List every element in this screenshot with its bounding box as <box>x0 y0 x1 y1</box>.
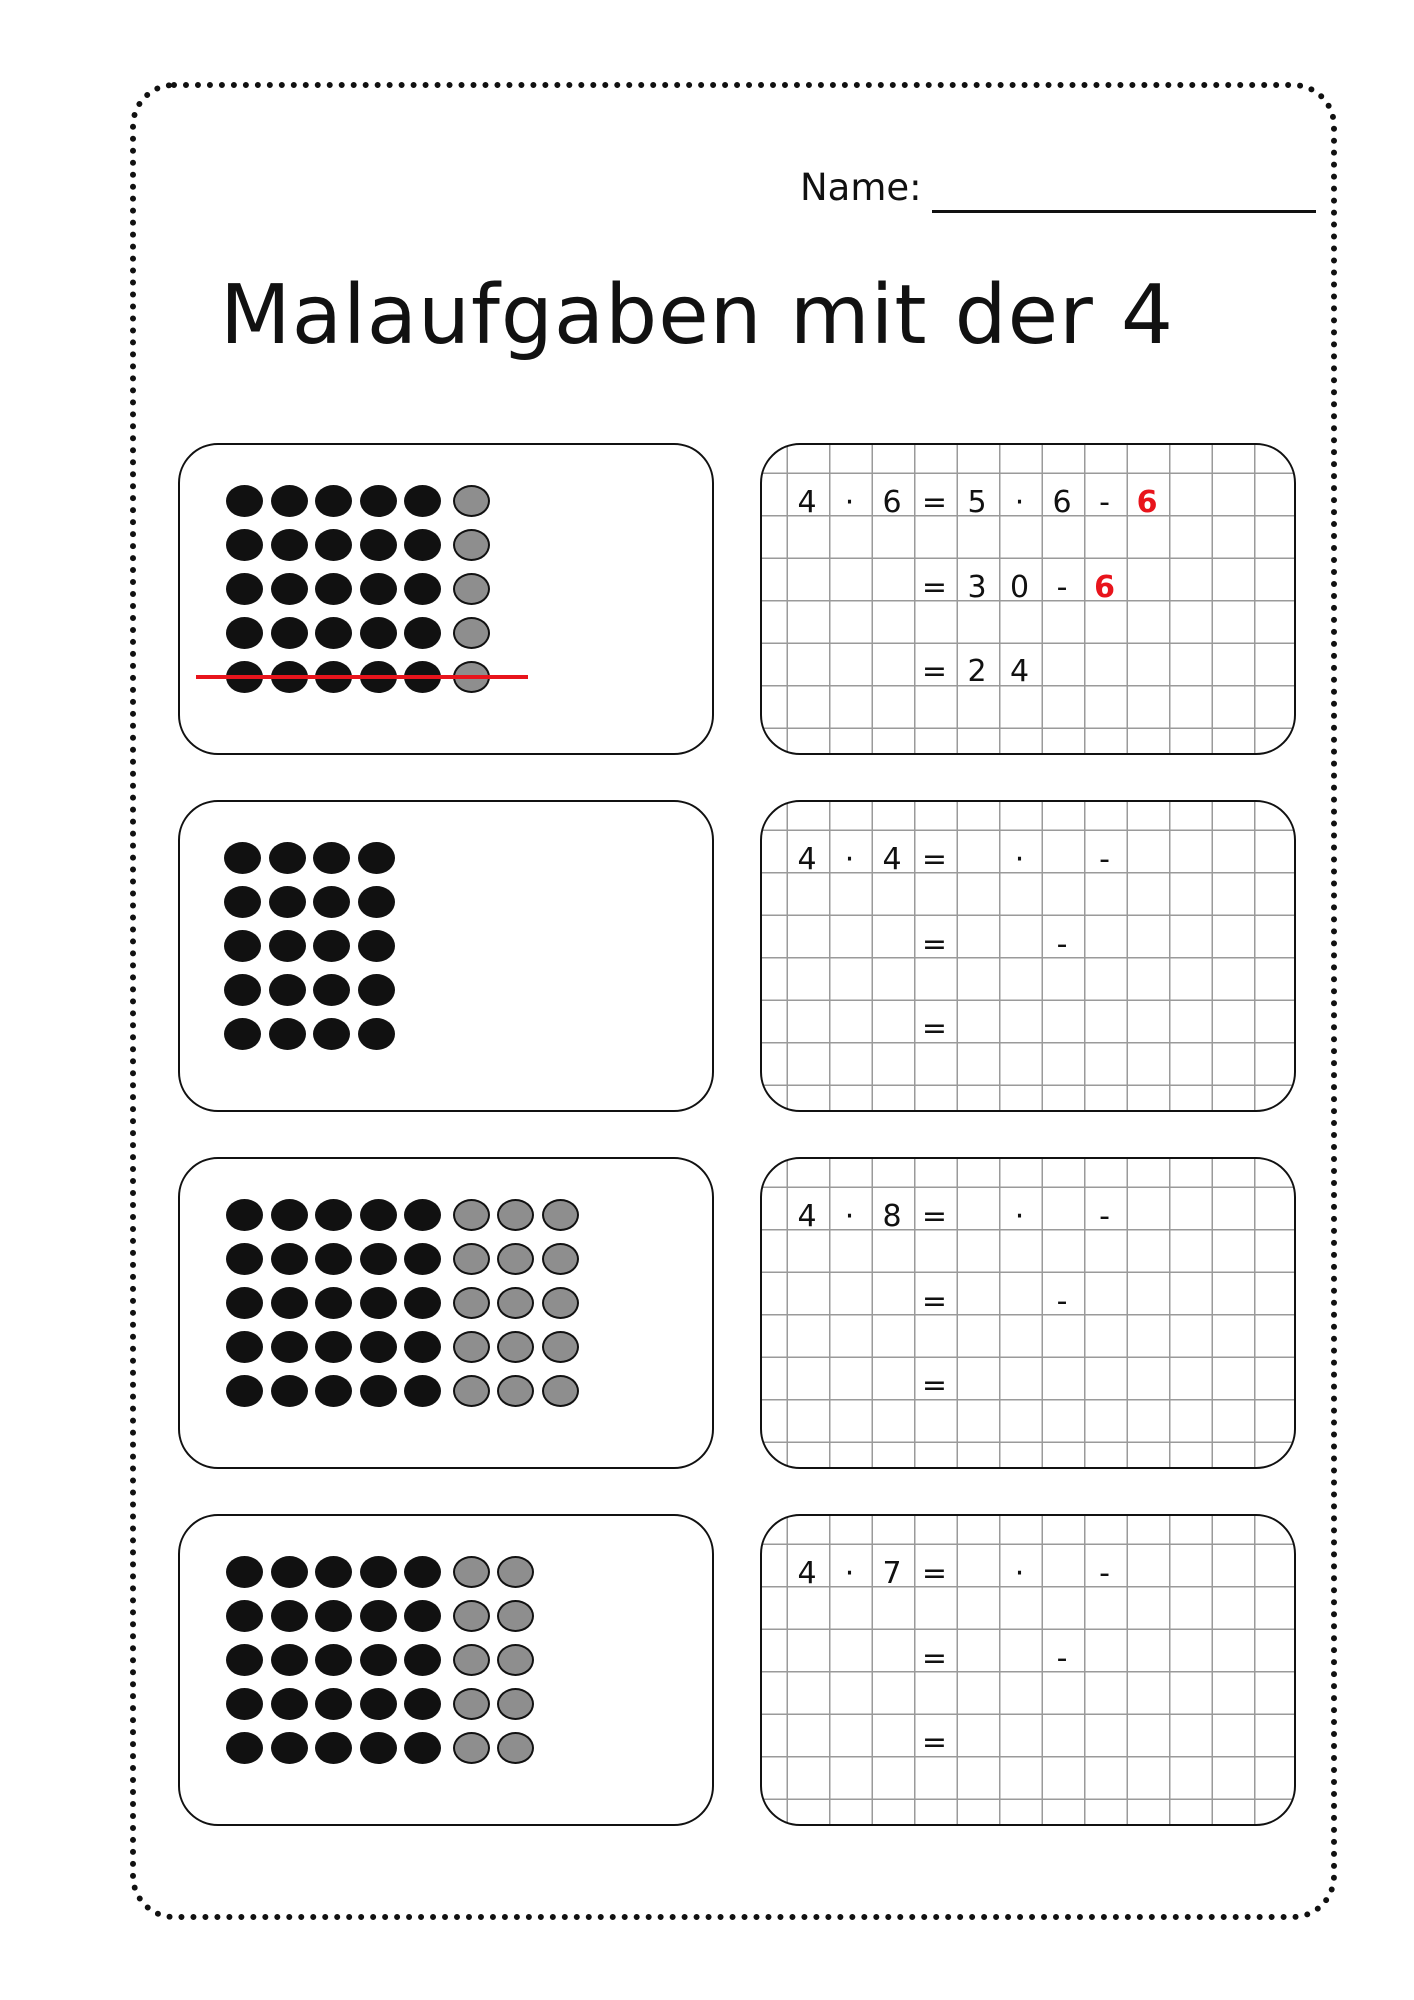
black-dot <box>360 573 397 605</box>
black-dot <box>360 1199 397 1231</box>
grey-dot <box>497 1556 534 1588</box>
black-dot <box>315 1243 352 1275</box>
grid-cell: = <box>921 1556 948 1591</box>
grid-cell: - <box>1056 1284 1068 1319</box>
grid-cell: 6 <box>1052 485 1072 520</box>
black-dot <box>315 1688 352 1720</box>
black-dot <box>226 529 263 561</box>
grid-cell: 6 <box>1094 570 1115 605</box>
grid-cell: - <box>1056 570 1068 605</box>
black-dot <box>271 1199 308 1231</box>
grey-dot <box>497 1644 534 1676</box>
black-dot <box>271 529 308 561</box>
black-dot <box>360 529 397 561</box>
black-dot <box>226 1375 263 1407</box>
black-dot <box>271 485 308 517</box>
black-dot <box>360 1331 397 1363</box>
black-dot <box>404 1243 441 1275</box>
black-dot <box>404 485 441 517</box>
grid-cell: = <box>921 927 948 962</box>
black-dot <box>404 1287 441 1319</box>
black-dot <box>404 1644 441 1676</box>
grid-cell: - <box>1099 1199 1110 1234</box>
dot-field-card <box>178 800 714 1112</box>
grey-dot <box>453 1331 490 1363</box>
grey-dot <box>453 1688 490 1720</box>
black-dot <box>360 1243 397 1275</box>
black-dot <box>226 573 263 605</box>
black-dot <box>315 1556 352 1588</box>
black-dot <box>224 886 261 918</box>
grid-cell: · <box>844 1556 855 1591</box>
black-dot <box>271 1331 308 1363</box>
black-dot <box>224 1018 261 1050</box>
grid-cell: = <box>921 570 948 605</box>
black-dot <box>315 1199 352 1231</box>
grey-dot <box>497 1600 534 1632</box>
grey-dot <box>542 1287 579 1319</box>
grey-dot <box>497 1287 534 1319</box>
grey-dot <box>497 1688 534 1720</box>
grey-dot <box>542 1331 579 1363</box>
grid-cell: 3 <box>967 570 987 605</box>
black-dot <box>360 1688 397 1720</box>
black-dot <box>271 1556 308 1588</box>
black-dot <box>226 1732 263 1764</box>
black-dot <box>271 617 308 649</box>
grid-cell: 6 <box>1136 485 1158 520</box>
black-dot <box>315 485 352 517</box>
black-dot <box>269 930 306 962</box>
worksheet-title: Malaufgaben mit der 4 <box>220 268 1175 363</box>
black-dot <box>224 930 261 962</box>
grid-cell: = <box>921 842 948 877</box>
grid-cell: 7 <box>882 1556 902 1591</box>
black-dot <box>315 529 352 561</box>
grey-dot <box>453 1375 490 1407</box>
black-dot <box>313 974 350 1006</box>
grey-dot <box>453 1556 490 1588</box>
black-dot <box>313 886 350 918</box>
black-dot <box>271 1644 308 1676</box>
grid-cell: 4 <box>882 842 902 877</box>
grid-cell: = <box>921 1641 948 1676</box>
grid-cell: = <box>921 485 948 520</box>
black-dot <box>404 617 441 649</box>
black-dot <box>360 617 397 649</box>
black-dot <box>358 886 395 918</box>
black-dot <box>315 1287 352 1319</box>
grid-cell: · <box>1014 1556 1025 1591</box>
black-dot <box>269 886 306 918</box>
grid-cell: 4 <box>797 485 817 520</box>
black-dot <box>358 930 395 962</box>
black-dot <box>404 1688 441 1720</box>
black-dot <box>360 1287 397 1319</box>
black-dot <box>358 842 395 874</box>
black-dot <box>360 1556 397 1588</box>
black-dot <box>404 1556 441 1588</box>
grid-cell: · <box>1014 1199 1025 1234</box>
grey-dot <box>542 1243 579 1275</box>
black-dot <box>313 842 350 874</box>
grid-cell: - <box>1099 842 1110 877</box>
grid-cell: 4 <box>797 1556 817 1591</box>
strike-through-line <box>196 675 528 679</box>
black-dot <box>315 1600 352 1632</box>
black-dot <box>313 930 350 962</box>
black-dot <box>226 1600 263 1632</box>
grid-cell: 5 <box>967 485 987 520</box>
grey-dot <box>453 573 490 605</box>
black-dot <box>271 1600 308 1632</box>
grey-dot <box>453 1287 490 1319</box>
black-dot <box>271 573 308 605</box>
black-dot <box>315 1375 352 1407</box>
black-dot <box>404 1199 441 1231</box>
black-dot <box>226 1688 263 1720</box>
black-dot <box>360 485 397 517</box>
grid-cell: - <box>1099 1556 1110 1591</box>
grid-cell: = <box>921 1725 948 1760</box>
black-dot <box>358 974 395 1006</box>
calculation-grid-card[interactable] <box>760 1514 1296 1826</box>
grey-dot <box>497 1331 534 1363</box>
black-dot <box>271 1287 308 1319</box>
black-dot <box>271 1732 308 1764</box>
grey-dot <box>497 1375 534 1407</box>
name-label: Name: <box>800 166 922 209</box>
black-dot <box>224 842 261 874</box>
grid-cell: · <box>1014 842 1025 877</box>
black-dot <box>226 617 263 649</box>
grey-dot <box>453 485 490 517</box>
black-dot <box>315 1644 352 1676</box>
grid-cell: - <box>1099 485 1110 520</box>
grey-dot <box>453 1732 490 1764</box>
grey-dot <box>453 1644 490 1676</box>
black-dot <box>315 617 352 649</box>
grid-cell: 4 <box>797 1199 817 1234</box>
grey-dot <box>453 1600 490 1632</box>
grid-cell: 2 <box>967 654 987 689</box>
black-dot <box>269 1018 306 1050</box>
grey-dot <box>497 1243 534 1275</box>
black-dot <box>404 573 441 605</box>
black-dot <box>226 1331 263 1363</box>
grey-dot <box>497 1199 534 1231</box>
dot-field-card <box>178 1514 714 1826</box>
black-dot <box>315 573 352 605</box>
black-dot <box>404 1375 441 1407</box>
black-dot <box>313 1018 350 1050</box>
black-dot <box>269 974 306 1006</box>
grey-dot <box>453 1199 490 1231</box>
black-dot <box>315 1331 352 1363</box>
grid-cell: = <box>921 1011 948 1046</box>
black-dot <box>226 1287 263 1319</box>
black-dot <box>360 1732 397 1764</box>
black-dot <box>226 485 263 517</box>
black-dot <box>404 1732 441 1764</box>
grid-cell: = <box>921 1284 948 1319</box>
dot-field-card <box>178 1157 714 1469</box>
grey-dot <box>453 1243 490 1275</box>
calculation-grid-card[interactable] <box>760 1157 1296 1469</box>
grid-cell: = <box>921 1199 948 1234</box>
grid-cell: = <box>921 654 948 689</box>
grid-cell: - <box>1056 927 1068 962</box>
calculation-grid-card[interactable] <box>760 443 1296 755</box>
grid-cell: · <box>844 1199 855 1234</box>
black-dot <box>271 1375 308 1407</box>
dot-field-card <box>178 443 714 755</box>
calculation-grid-card[interactable] <box>760 800 1296 1112</box>
black-dot <box>358 1018 395 1050</box>
grey-dot <box>453 617 490 649</box>
black-dot <box>226 1199 263 1231</box>
grid-cell: · <box>844 842 855 877</box>
black-dot <box>226 1644 263 1676</box>
black-dot <box>269 842 306 874</box>
grid-cell: 0 <box>1009 570 1030 605</box>
grey-dot <box>497 1732 534 1764</box>
name-input-line[interactable] <box>932 210 1316 213</box>
grid-cell: 6 <box>882 485 902 520</box>
grid-cell: · <box>1014 485 1025 520</box>
black-dot <box>315 1732 352 1764</box>
black-dot <box>404 1600 441 1632</box>
grey-dot <box>542 1199 579 1231</box>
black-dot <box>360 1600 397 1632</box>
black-dot <box>271 1243 308 1275</box>
black-dot <box>271 1688 308 1720</box>
grid-cell: - <box>1056 1641 1068 1676</box>
black-dot <box>360 1644 397 1676</box>
black-dot <box>226 1556 263 1588</box>
grid-cell: · <box>844 485 855 520</box>
black-dot <box>224 974 261 1006</box>
grid-cell: = <box>921 1368 948 1403</box>
black-dot <box>404 1331 441 1363</box>
black-dot <box>360 1375 397 1407</box>
black-dot <box>226 1243 263 1275</box>
black-dot <box>404 529 441 561</box>
grey-dot <box>542 1375 579 1407</box>
grey-dot <box>453 529 490 561</box>
grid-cell: 4 <box>1009 654 1030 689</box>
grid-cell: 4 <box>797 842 817 877</box>
grid-cell: 8 <box>882 1199 902 1234</box>
